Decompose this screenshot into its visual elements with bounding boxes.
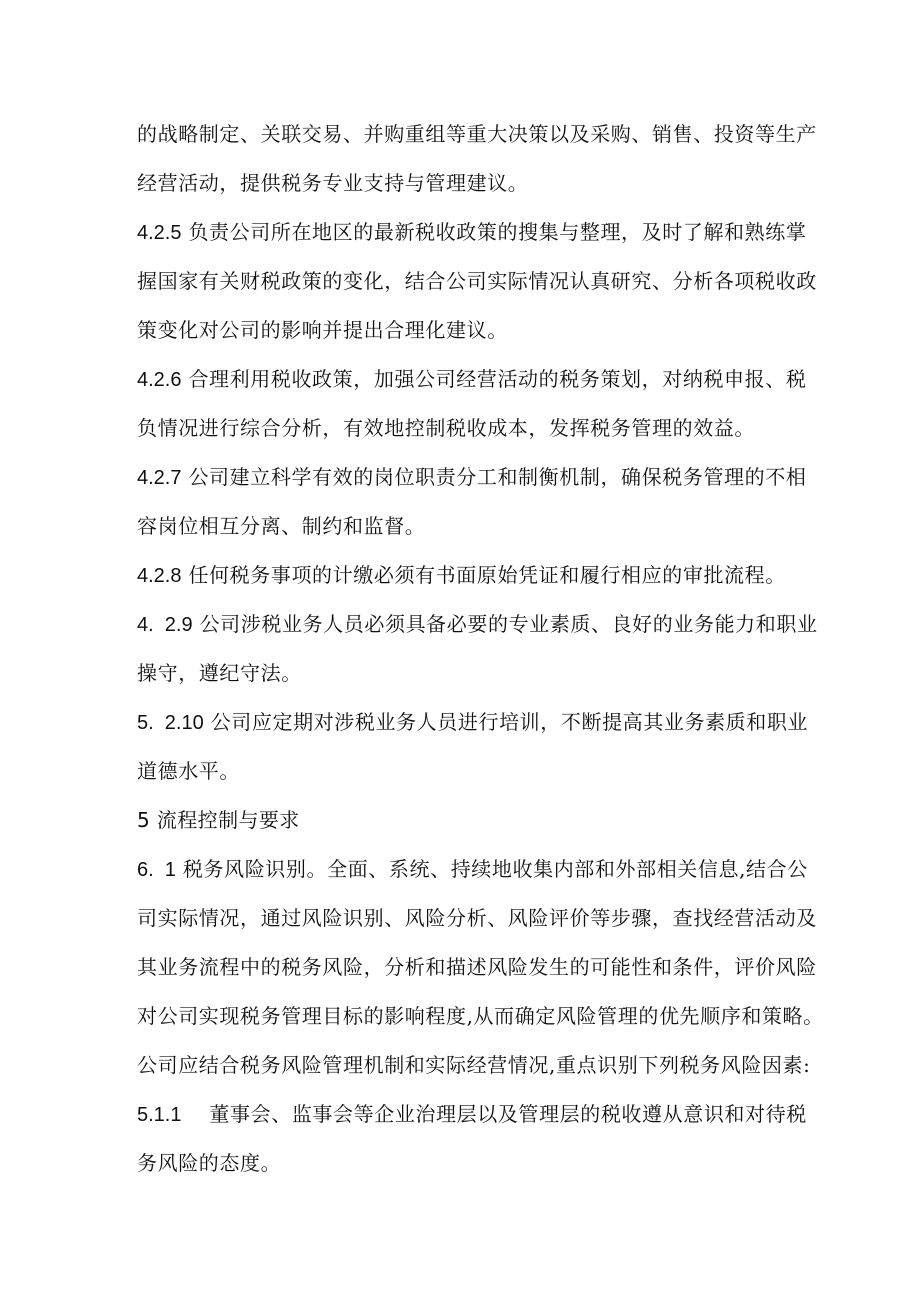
line-text: 合理利用税收政策，加强公司经营活动的税务策划，对纳税申报、税 [188, 367, 807, 391]
clause-4-2-9 [137, 610, 818, 639]
clause-number: 6. 1 [137, 859, 176, 881]
line-text: 负责公司所在地区的最新税收政策的搜集与整理，及时了解和熟练掌 [188, 220, 807, 244]
clause-number: 5.1.1 [137, 1104, 182, 1126]
line-text: 公司应定期对涉税业务人员进行培训，不断提高其业务素质和职业 [210, 710, 809, 734]
paragraph-line [137, 1002, 824, 1030]
line-text: 的战略制定、关联交易、并购重组等重大决策以及采购、销售、投资等生产 [137, 122, 817, 146]
clause-4-2-5 [137, 218, 806, 247]
line-text: 策变化对公司的影响并提出合理化建议。 [137, 318, 508, 342]
line-text: 公司应结合税务风险管理机制和实际经营情况,重点识别下列税务风险因素: [137, 1053, 811, 1077]
paragraph-line [137, 659, 302, 687]
line-text: 握国家有关财税政策的变化，结合公司实际情况认真研究、分析各项税收政 [137, 269, 817, 293]
line-text: 公司建立科学有效的岗位职责分工和制衡机制，确保税务管理的不相 [188, 465, 807, 489]
line-text: 任何税务事项的计缴必须有书面原始凭证和履行相应的审批流程。 [188, 563, 786, 587]
paragraph-line [137, 267, 817, 295]
paragraph-line [137, 904, 817, 932]
line-text: 董事会、监事会等企业治理层以及管理层的税收遵从意识和对待税 [209, 1102, 807, 1126]
section-heading: 5 流程控制与要求 [137, 808, 300, 832]
paragraph-line [137, 757, 240, 785]
paragraph-line [137, 512, 425, 540]
clause-4-2-7 [137, 463, 806, 492]
clause-number: 4.2.7 [137, 467, 182, 489]
line-text: 负情况进行综合分析，有效地控制税收成本，发挥税务管理的效益。 [137, 416, 755, 440]
clause-number: 4.2.5 [137, 222, 182, 244]
paragraph-line [137, 120, 817, 148]
clause-number: 5. 2.10 [137, 712, 204, 734]
paragraph-line [137, 316, 508, 344]
paragraph-line [137, 414, 755, 442]
clause-number: 4. 2.9 [137, 614, 193, 636]
clause-4-2-6 [137, 365, 806, 394]
line-text: 其业务流程中的税务风险，分析和描述风险发生的可能性和条件，评价风险 [137, 955, 817, 979]
paragraph-line [137, 1149, 281, 1177]
clause-4-2-10 [137, 708, 808, 737]
paragraph-line [137, 169, 528, 197]
clause-4-2-8 [137, 561, 786, 590]
paragraph-line [137, 1051, 811, 1079]
line-text: 操守，遵纪守法。 [137, 661, 302, 685]
clause-number: 4.2.6 [137, 369, 182, 391]
line-text: 经营活动，提供税务专业支持与管理建议。 [137, 171, 529, 195]
clause-number: 4.2.8 [137, 565, 182, 587]
line-text: 务风险的态度。 [137, 1151, 282, 1175]
line-text: 对公司实现税务管理目标的影响程度,从而确定风险管理的优先顺序和策略。 [137, 1004, 824, 1028]
paragraph-line [137, 953, 817, 981]
line-text: 税务风险识别。全面、系统、持续地收集内部和外部相关信息,结合公 [182, 857, 808, 881]
line-text: 容岗位相互分离、制约和监督。 [137, 514, 426, 538]
line-text: 公司涉税业务人员必须具备必要的专业素质、良好的业务能力和职业 [199, 612, 818, 636]
line-text: 道德水平。 [137, 759, 240, 783]
clause-5-1 [137, 855, 808, 884]
line-text: 司实际情况，通过风险识别、风险分析、风险评价等步骤，查找经营活动及 [137, 906, 817, 930]
clause-5-1-1 [137, 1100, 807, 1129]
